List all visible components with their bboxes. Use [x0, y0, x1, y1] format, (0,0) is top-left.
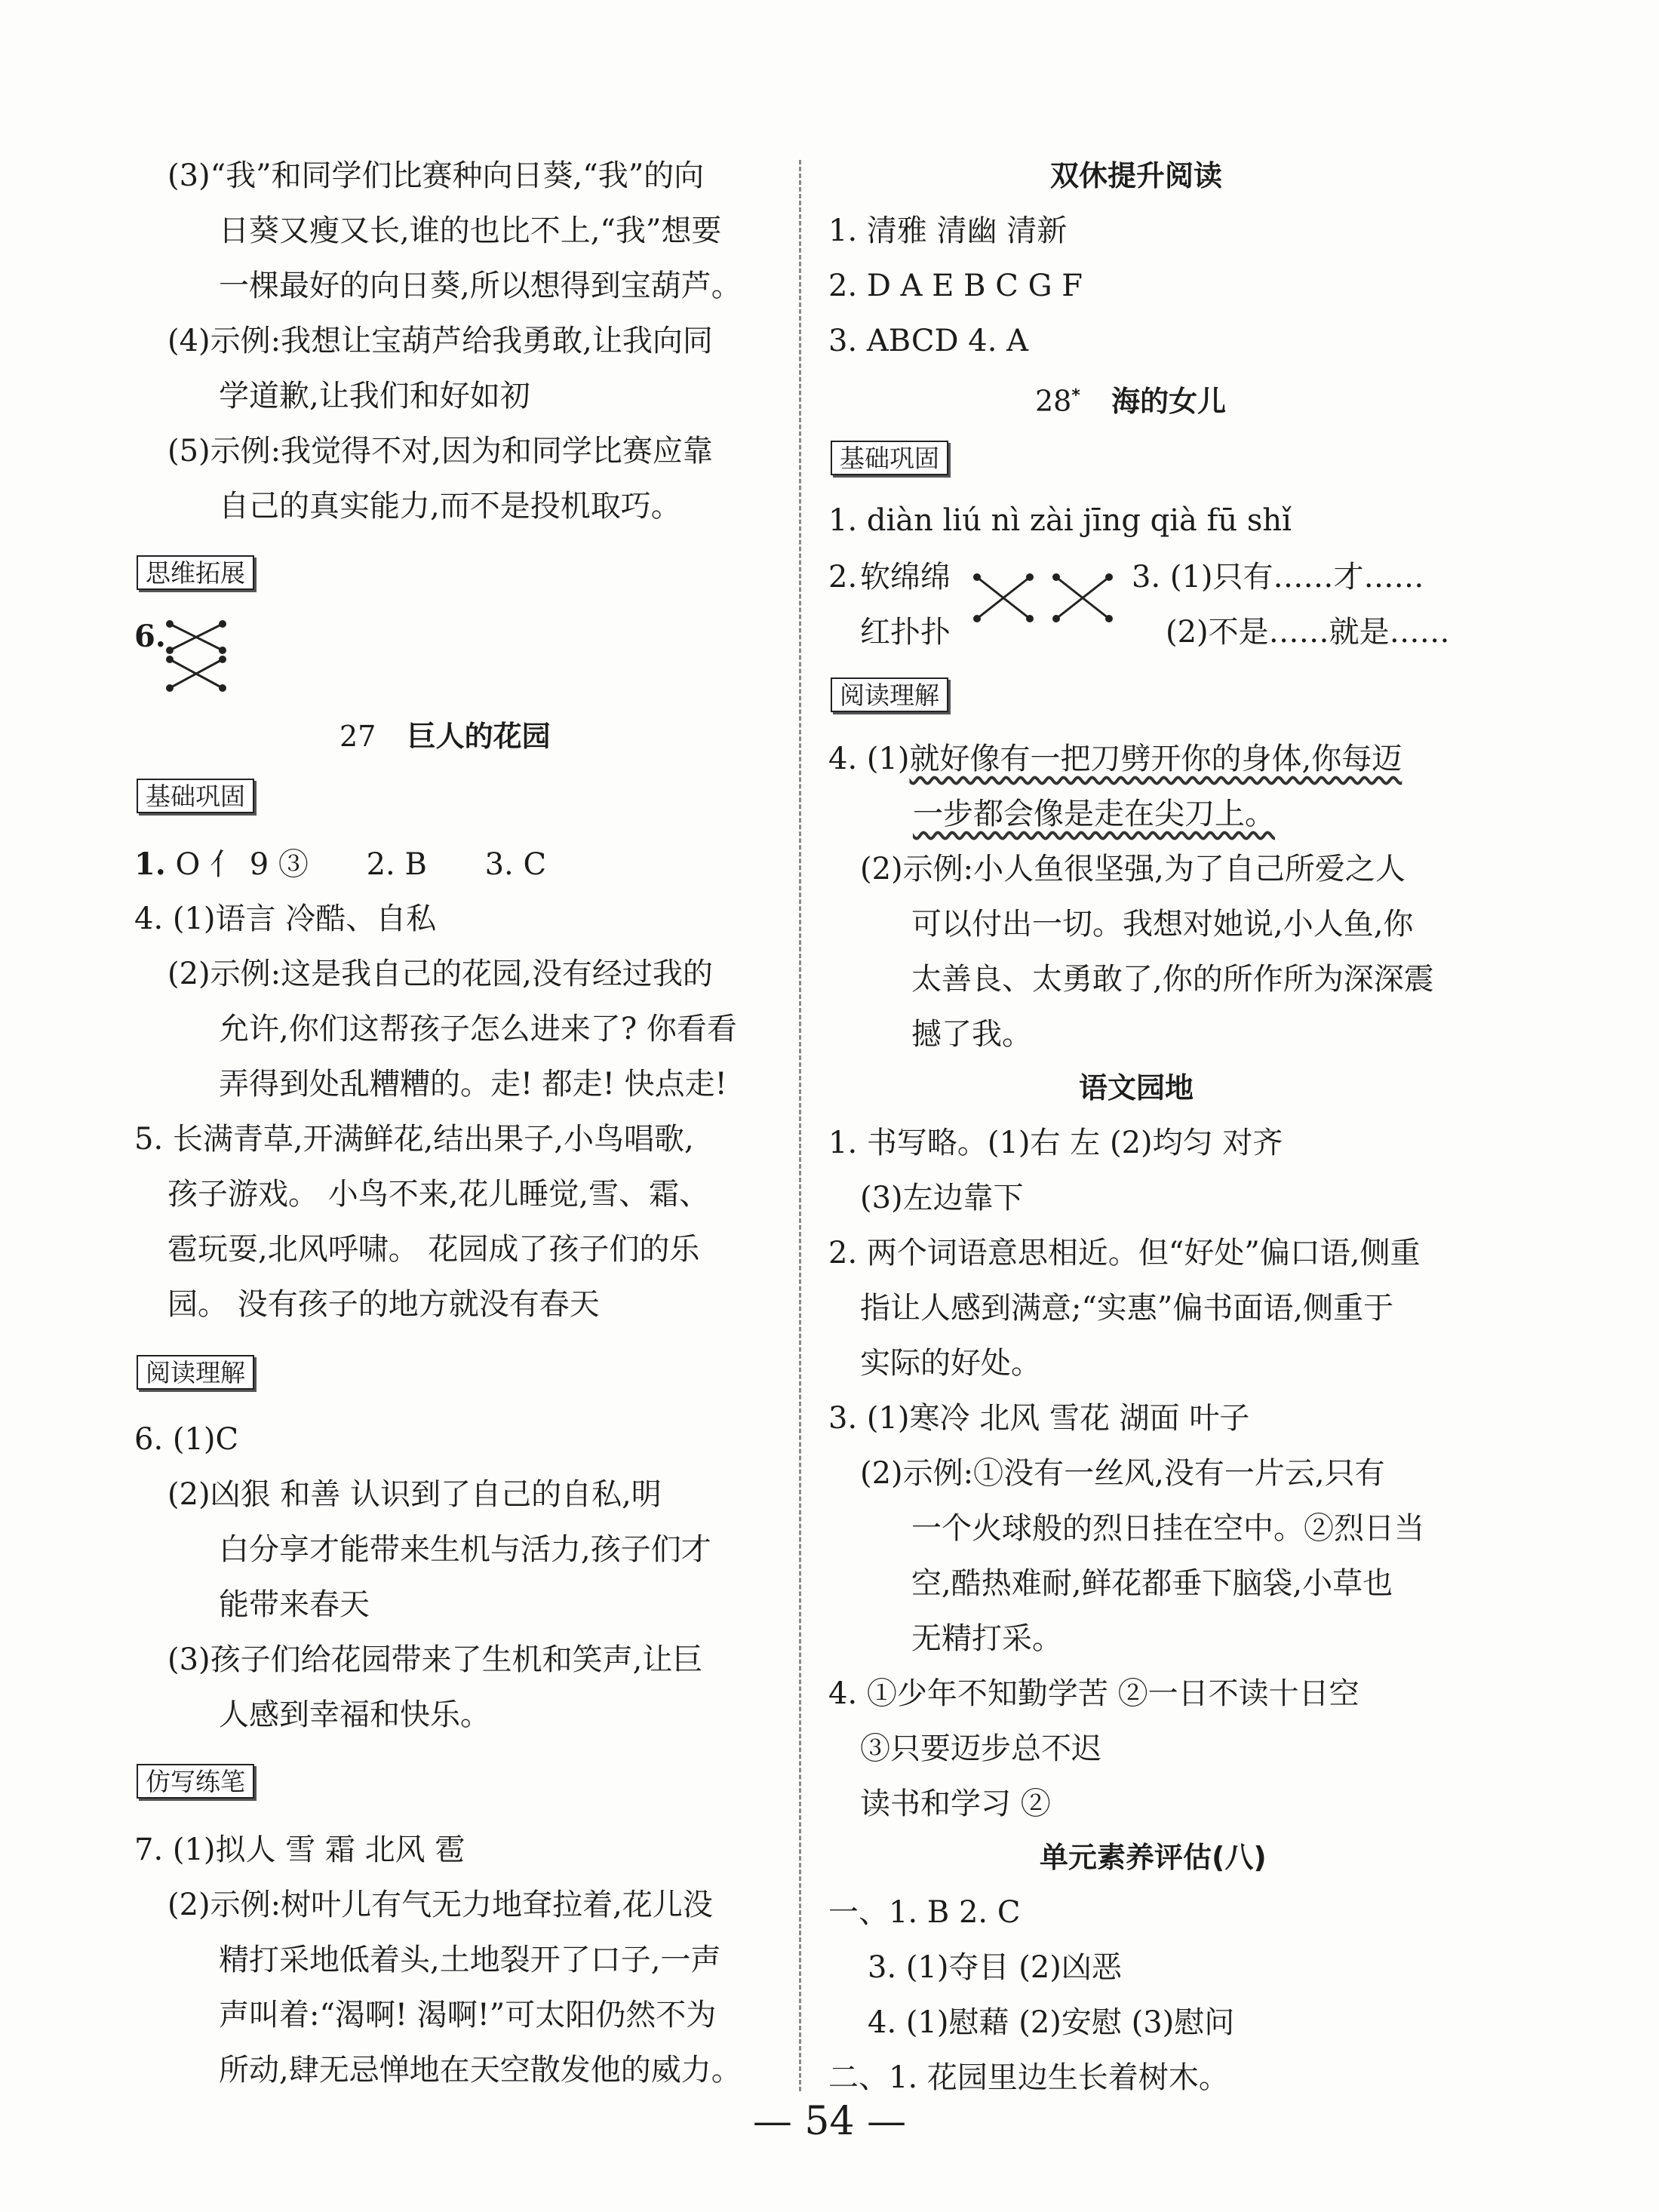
lesson-title: 海的女儿: [1111, 384, 1227, 418]
pinyin-line: 1. diàn liú nì zài jīng qià fū shǐ: [828, 503, 1292, 538]
answer-line: 4. (1)慰藉 (2)安慰 (3)慰问: [868, 2005, 1235, 2040]
answer-value: 3. C: [484, 847, 547, 882]
matching-lines-icon: [973, 570, 1124, 630]
answer-value: O 亻 9 ③: [175, 847, 309, 882]
lesson-title: 巨人的花园: [407, 720, 551, 753]
star-mark: *: [1071, 386, 1080, 405]
page-number: — 54 —: [752, 2099, 907, 2144]
answer-line: 弄得到处乱糟糟的。走! 都走! 快点走!: [219, 1067, 727, 1101]
answer-line: (3)孩子们给花园带来了生机和笑声,让巨: [167, 1642, 703, 1677]
answer-line: 雹玩耍,北风呼啸。 花园成了孩子们的乐: [167, 1232, 700, 1267]
answer-line: 读书和学习 ②: [860, 1786, 1051, 1821]
answer-line: 一个火球般的烈日挂在空中。②烈日当: [911, 1511, 1424, 1546]
section-tag-reading: 阅读理解: [831, 677, 948, 712]
section-title-garden: 语文园地: [1079, 1071, 1194, 1104]
answer-line: (2)凶狠 和善 认识到了自己的自私,明: [167, 1477, 662, 1512]
underlined-quote: 一步都会像是走在尖刀上。: [913, 797, 1275, 831]
answer-line: 园。 没有孩子的地方就没有春天: [167, 1287, 600, 1322]
answer-line: 指让人感到满意;“实惠”偏书面语,侧重于: [860, 1291, 1394, 1326]
section-tag-basic: 基础巩固: [137, 779, 254, 813]
answer-line: 无精打采。: [911, 1621, 1062, 1656]
section-title-weekend: 双休提升阅读: [1050, 159, 1223, 192]
answer-line: 实际的好处。: [860, 1346, 1041, 1381]
answer-line: (2)示例:这是我自己的花园,没有经过我的: [167, 957, 713, 991]
answer-line: 孩子游戏。 小鸟不来,花儿睡觉,雪、霜、: [167, 1177, 710, 1212]
answer-line: 1. 清雅 清幽 清新: [828, 214, 1068, 248]
answer-line: (2)示例:小人鱼很坚强,为了自己所爱之人: [860, 852, 1406, 886]
answer-line: 能带来春天: [219, 1587, 370, 1622]
answer-line: 4. (1)语言 冷酷、自私: [134, 902, 437, 936]
answer-line: 3. ABCD 4. A: [828, 324, 1029, 358]
answer-line: 6. (1)C: [134, 1422, 239, 1457]
answer-line: (4)示例:我想让宝葫芦给我勇敢,让我向同: [167, 324, 713, 358]
answer-value: 软绵绵: [860, 560, 951, 594]
answer-line: (3)左边靠下: [860, 1181, 1024, 1215]
matching-lines-icon: [166, 620, 234, 696]
answer-line: 一、1. B 2. C: [828, 1895, 1021, 1930]
answer-line: 空,酷热难耐,鲜花都垂下脑袋,小草也: [911, 1566, 1393, 1601]
question-number: 2.: [828, 560, 858, 594]
answer-line: 1. 书写略。(1)右 左 (2)均匀 对齐: [828, 1126, 1283, 1160]
answer-line: 人感到幸福和快乐。: [219, 1697, 490, 1732]
lesson-number: 28: [1035, 384, 1072, 418]
answer-line: (2)示例:树叶儿有气无力地耷拉着,花儿没: [167, 1888, 713, 1922]
question-number: 1.: [134, 846, 166, 882]
answer-line: 二、1. 花园里边生长着树木。: [828, 2060, 1229, 2095]
section-title-evaluation: 单元素养评估(八): [1040, 1841, 1267, 1874]
column-divider: [799, 160, 801, 2091]
answer-value: 红扑扑: [860, 615, 951, 650]
answer-value: (2)不是……就是……: [1166, 615, 1450, 650]
lesson-27-heading: [339, 715, 551, 757]
answer-line: 学道歉,让我们和好如初: [219, 379, 530, 413]
answer-line: [134, 843, 546, 886]
answer-line: 3. (1)寒冷 北风 雪花 湖面 叶子: [828, 1401, 1250, 1436]
section-tag-imitate: 仿写练笔: [137, 1764, 254, 1799]
answer-value: 2. B: [366, 847, 427, 882]
answer-line: 声叫着:“渴啊! 渴啊!”可太阳仍然不为: [219, 1998, 717, 2032]
answer-line: 5. 长满青草,开满鲜花,结出果子,小鸟唱歌,: [134, 1122, 694, 1157]
answer-value: 3. (1)只有……才……: [1132, 560, 1424, 594]
question-number: 6.: [134, 619, 166, 654]
answer-line: 4. ①少年不知勤学苦 ②一日不读十日空: [828, 1676, 1359, 1711]
answer-line: 7. (1)拟人 雪 霜 北风 雹: [134, 1833, 465, 1867]
answer-line: (5)示例:我觉得不对,因为和同学比赛应靠: [167, 434, 713, 469]
answer-line: 2. 两个词语意思相近。但“好处”偏口语,侧重: [828, 1236, 1421, 1270]
answer-line: 3. (1)夺目 (2)凶恶: [868, 1950, 1122, 1985]
section-tag-basic: 基础巩固: [831, 441, 948, 475]
question-number: 4. (1): [828, 742, 910, 776]
answer-line: 精打采地低着头,土地裂开了口子,一声: [219, 1943, 721, 1977]
answer-line: 撼了我。: [911, 1017, 1032, 1052]
answer-line: 允许,你们这帮孩子怎么进来了? 你看看: [219, 1012, 737, 1046]
answer-line: 日葵又瘦又长,谁的也比不上,“我”想要: [219, 214, 722, 248]
answer-line: 自己的真实能力,而不是投机取巧。: [219, 489, 681, 524]
answer-line: 一棵最好的向日葵,所以想得到宝葫芦。: [219, 269, 742, 303]
answer-line: (2)示例:①没有一丝风,没有一片云,只有: [860, 1456, 1385, 1491]
answer-line: 白分享才能带来生机与活力,孩子们才: [219, 1532, 711, 1567]
answer-line: 太善良、太勇敢了,你的所作所为深深震: [911, 962, 1434, 997]
answer-line: 所动,肆无忌惮地在天空散发他的威力。: [219, 2053, 742, 2088]
lesson-28-heading: [1035, 375, 1226, 422]
lesson-number: 27: [339, 720, 376, 753]
answer-line: [913, 793, 1275, 835]
section-tag-reading: 阅读理解: [137, 1355, 254, 1390]
section-tag-thinking: 思维拓展: [137, 555, 254, 590]
answer-line: [828, 738, 1402, 780]
underlined-quote: 就好像有一把刀劈开你的身体,你每迈: [909, 742, 1402, 776]
answer-line: 2. D A E B C G F: [828, 269, 1083, 303]
answer-line: (3)“我”和同学们比赛种向日葵,“我”的向: [167, 158, 705, 193]
answer-line: ③只要迈步总不迟: [860, 1731, 1101, 1766]
answer-line: 可以付出一切。我想对她说,小人鱼,你: [911, 907, 1414, 942]
